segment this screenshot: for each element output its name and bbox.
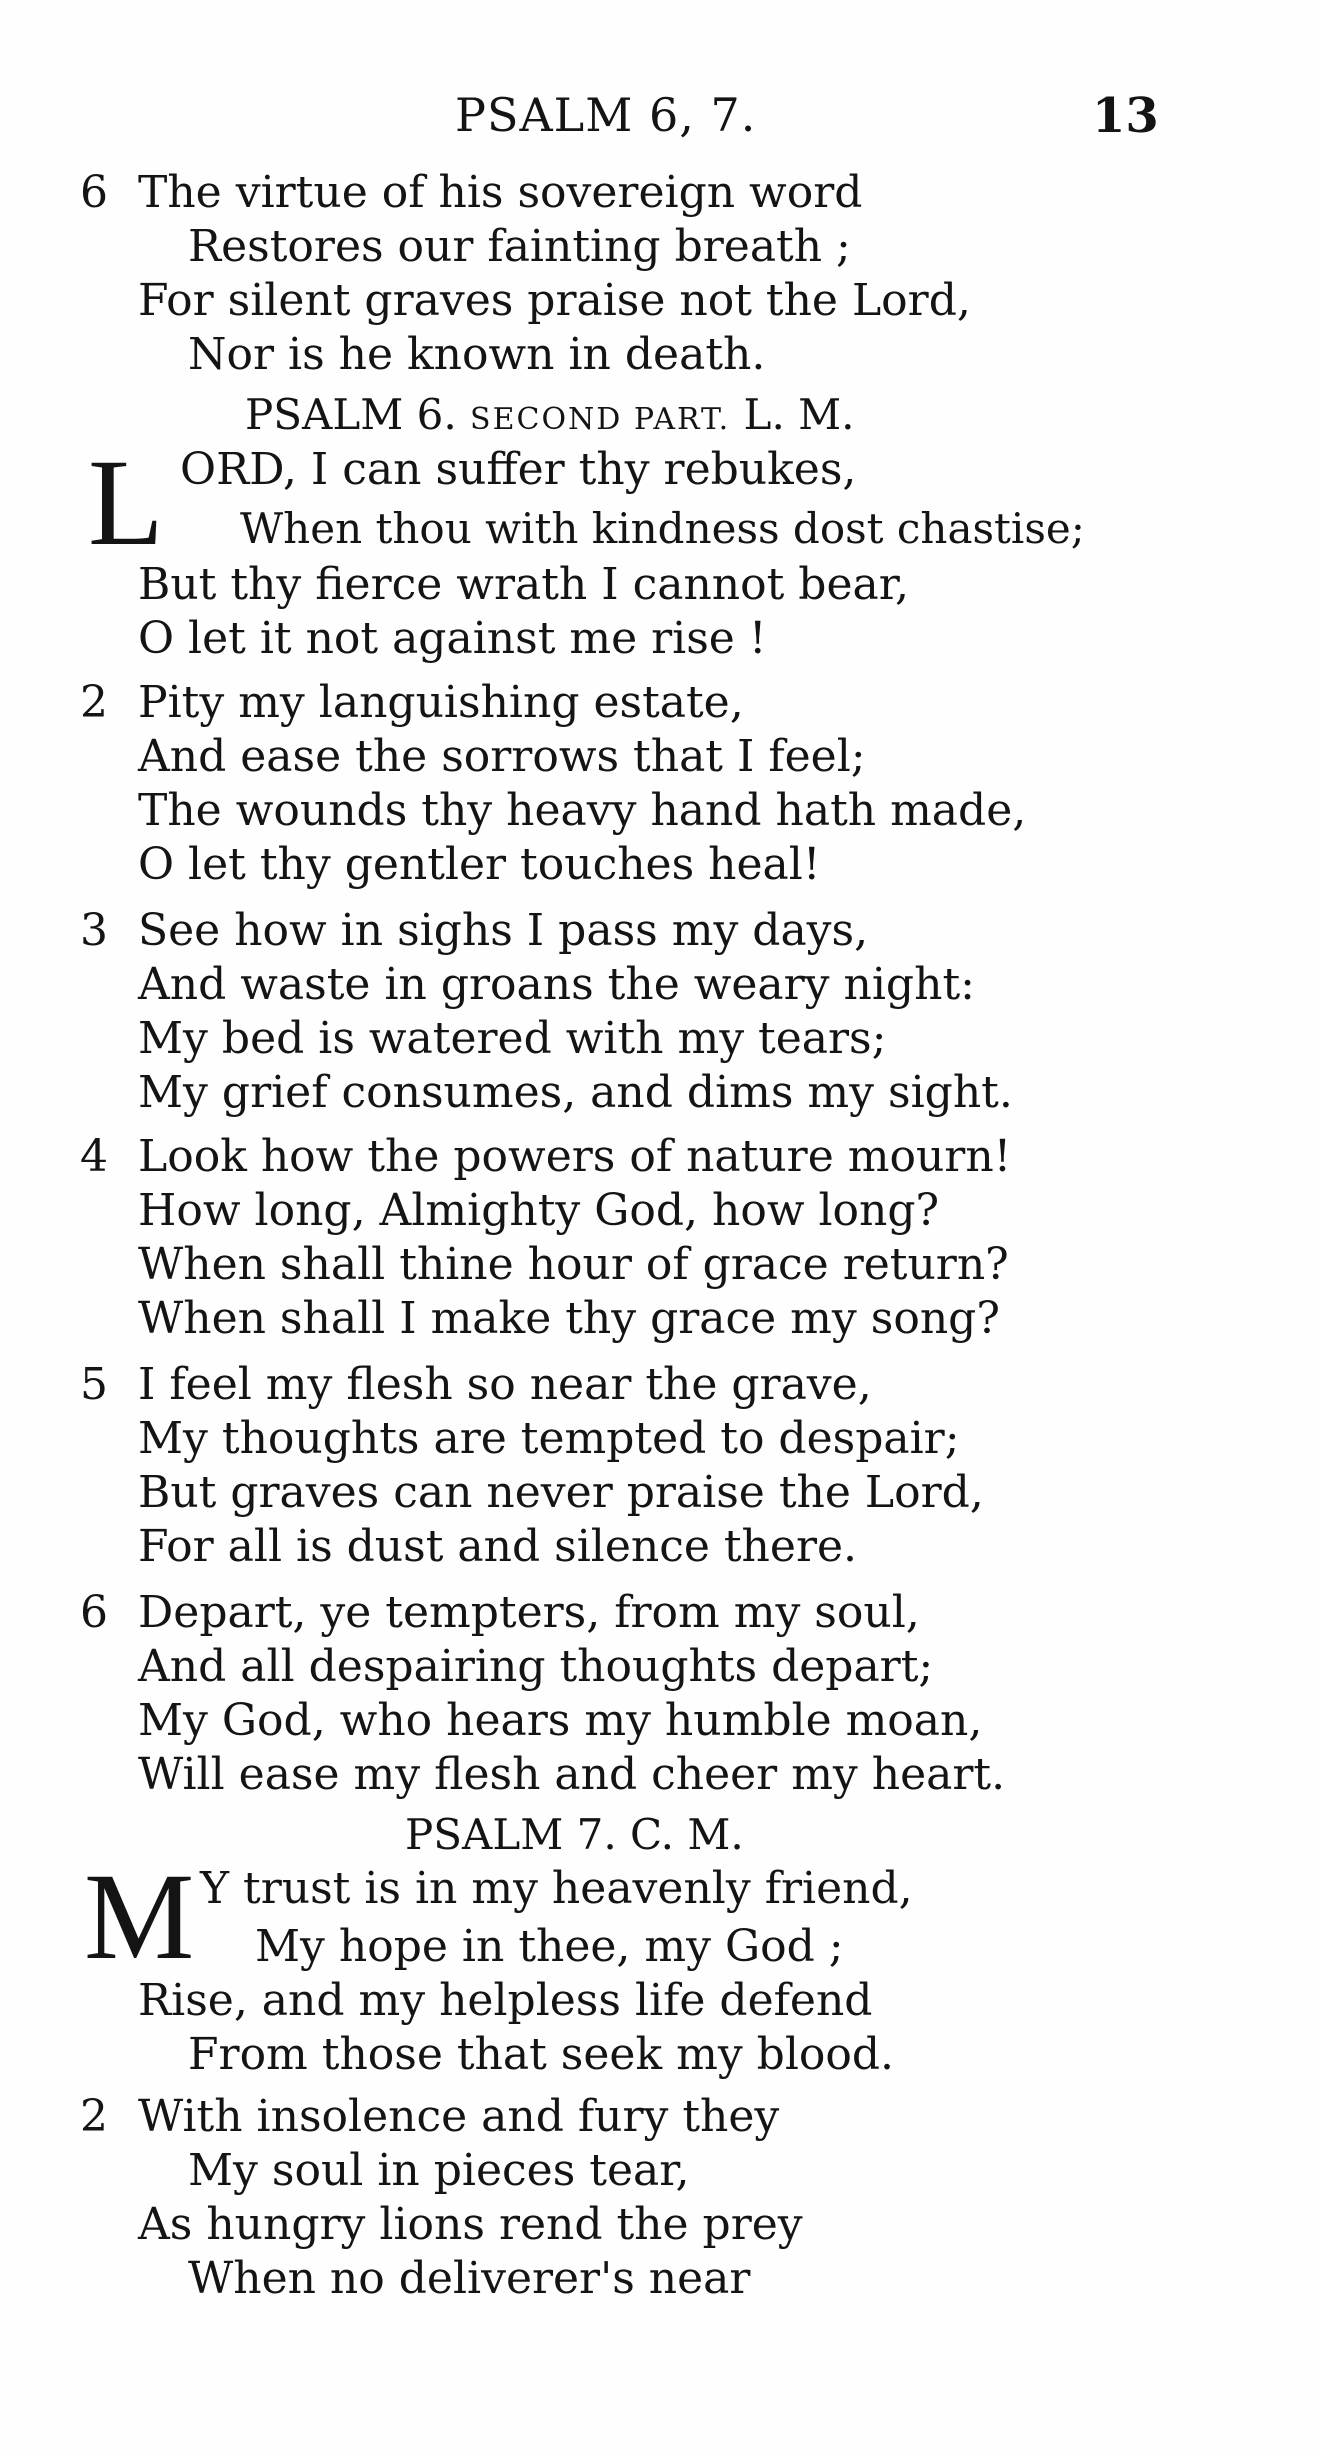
verse-line: Will ease my flesh and cheer my heart. xyxy=(138,1749,1006,1800)
verse-line: My thoughts are tempted to despair; xyxy=(138,1413,960,1464)
verse-line: For silent graves praise not the Lord, xyxy=(138,275,971,326)
verse-line: My hope in thee, my God ; xyxy=(255,1921,844,1972)
stanza-number: 4 xyxy=(80,1131,108,1182)
verse-line: See how in sighs I pass my days, xyxy=(138,905,869,956)
verse-line: The wounds thy heavy hand hath made, xyxy=(138,785,1027,836)
verse-line: My grief consumes, and dims my sight. xyxy=(138,1067,1013,1118)
psalm-title: PSALM 7. xyxy=(405,1810,617,1859)
verse-line: As hungry lions rend the prey xyxy=(138,2199,803,2250)
verse-line: When shall I make thy grace my song? xyxy=(138,1293,1000,1344)
drop-cap: L xyxy=(88,434,164,571)
verse-line: My bed is watered with my tears; xyxy=(138,1013,887,1064)
verse-line: For all is dust and silence there. xyxy=(138,1521,857,1572)
verse-line: When no deliverer's near xyxy=(188,2253,751,2304)
verse-line: Pity my languishing estate, xyxy=(138,677,744,728)
psalm-title: PSALM 6. xyxy=(245,390,457,439)
psalm-meter: L. M. xyxy=(743,390,855,439)
verse-line: ORD, I can suffer thy rebukes, xyxy=(180,444,857,495)
verse-line: The virtue of his sovereign word xyxy=(138,167,863,218)
verse-line: When thou with kindness dost chastise; xyxy=(240,504,1085,553)
verse-line: With insolence and fury they xyxy=(138,2091,780,2142)
verse-line: Rise, and my helpless life defend xyxy=(138,1975,873,2026)
running-title: PSALM 6, 7. xyxy=(455,88,757,142)
verse-line: Restores our fainting breath ; xyxy=(188,221,851,272)
verse-line: Y trust is in my heavenly friend, xyxy=(200,1863,913,1914)
verse-line: O let it not against me rise ! xyxy=(138,613,767,664)
verse-line: But thy fierce wrath I cannot bear, xyxy=(138,559,909,610)
verse-line: Nor is he known in death. xyxy=(188,329,766,380)
verse-line: And waste in groans the weary night: xyxy=(138,959,975,1010)
verse-line: How long, Almighty God, how long? xyxy=(138,1185,940,1236)
stanza-number: 6 xyxy=(80,1587,108,1638)
psalm-heading xyxy=(245,388,855,447)
psalm-meter: C. M. xyxy=(630,1810,744,1859)
verse-line: Depart, ye tempters, from my soul, xyxy=(138,1587,920,1638)
verse-line: I feel my flesh so near the grave, xyxy=(138,1359,872,1410)
stanza-number: 2 xyxy=(80,2091,108,2142)
verse-line: O let thy gentler touches heal! xyxy=(138,839,821,890)
verse-line: But graves can never praise the Lord, xyxy=(138,1467,984,1518)
verse-line: When shall thine hour of grace return? xyxy=(138,1239,1009,1290)
verse-line: And all despairing thoughts depart; xyxy=(138,1641,934,1692)
stanza-number: 6 xyxy=(80,167,108,218)
psalm-heading xyxy=(405,1808,744,1862)
verse-line: My soul in pieces tear, xyxy=(188,2145,690,2196)
psalm-part: SECOND PART. xyxy=(470,402,731,437)
stanza-number: 2 xyxy=(80,677,108,728)
page-header xyxy=(0,88,1319,148)
verse-line: Look how the powers of nature mourn! xyxy=(138,1131,1012,1182)
page-number: 13 xyxy=(1092,88,1159,144)
stanza-number: 3 xyxy=(80,905,108,956)
verse-line: And ease the sorrows that I feel; xyxy=(138,731,866,782)
drop-cap: M xyxy=(84,1848,195,1985)
stanza-number: 5 xyxy=(80,1359,108,1410)
verse-line: My God, who hears my humble moan, xyxy=(138,1695,983,1746)
verse-line: From those that seek my blood. xyxy=(188,2029,895,2080)
